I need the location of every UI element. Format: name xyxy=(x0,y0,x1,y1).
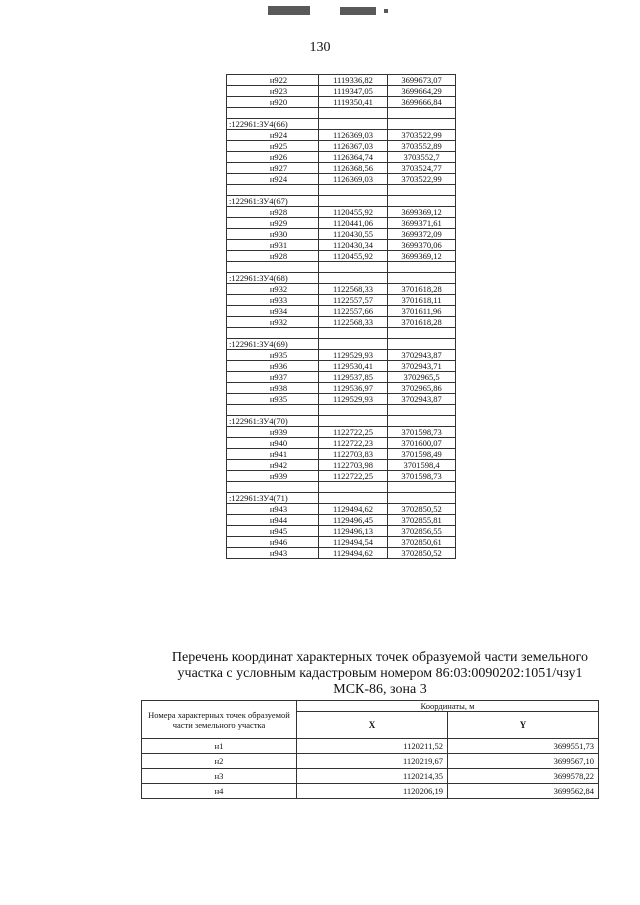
point-cell: н943 xyxy=(227,504,319,515)
table-row xyxy=(227,306,456,317)
y-cell: 3699369,12 xyxy=(388,251,456,262)
group-header-row xyxy=(227,119,456,130)
point-cell: н928 xyxy=(227,251,319,262)
group-label: :122961:ЗУ4(68) xyxy=(227,273,319,284)
y-cell: 3702850,52 xyxy=(388,548,456,559)
point-cell: н920 xyxy=(227,97,319,108)
point-cell: н924 xyxy=(227,130,319,141)
point-cell: н935 xyxy=(227,394,319,405)
group-label: :122961:ЗУ4(70) xyxy=(227,416,319,427)
group-label: :122961:ЗУ4(71) xyxy=(227,493,319,504)
page-number: 130 xyxy=(309,40,331,55)
point-cell: н944 xyxy=(227,515,319,526)
x-cell: 1120206,19 xyxy=(297,784,448,799)
table-row xyxy=(227,141,456,152)
table-row xyxy=(142,769,599,784)
point-cell: н946 xyxy=(227,537,319,548)
group-label: :122961:ЗУ4(67) xyxy=(227,196,319,207)
y-cell: 3699562,84 xyxy=(448,784,599,799)
x-cell: 1120214,35 xyxy=(297,769,448,784)
point-cell: н3 xyxy=(142,769,297,784)
x-cell: 1129530,41 xyxy=(319,361,388,372)
x-cell: 1119347,05 xyxy=(319,86,388,97)
y-cell: 3699371,61 xyxy=(388,218,456,229)
y-cell: 3701600,07 xyxy=(388,438,456,449)
point-cell: н926 xyxy=(227,152,319,163)
blank-row xyxy=(227,185,456,196)
x-cell: 1126369,03 xyxy=(319,130,388,141)
y-cell: 3701611,96 xyxy=(388,306,456,317)
table-row xyxy=(227,251,456,262)
group-label: :122961:ЗУ4(66) xyxy=(227,119,319,130)
point-cell: н943 xyxy=(227,548,319,559)
point-cell: н937 xyxy=(227,372,319,383)
scan-artifact xyxy=(268,6,310,15)
x-cell: 1120211,52 xyxy=(297,739,448,754)
table-row xyxy=(227,229,456,240)
point-cell: н945 xyxy=(227,526,319,537)
x-cell: 1122557,66 xyxy=(319,306,388,317)
table-row xyxy=(227,515,456,526)
x-cell: 1129494,62 xyxy=(319,548,388,559)
group-header-row xyxy=(227,339,456,350)
x-cell: 1122568,33 xyxy=(319,317,388,328)
y-cell: 3699578,22 xyxy=(448,769,599,784)
x-cell: 1122722,23 xyxy=(319,438,388,449)
x-cell: 1120441,06 xyxy=(319,218,388,229)
y-cell: 3702943,87 xyxy=(388,394,456,405)
point-cell: н928 xyxy=(227,207,319,218)
table-row xyxy=(227,372,456,383)
table-row xyxy=(227,460,456,471)
y-cell: 3702943,71 xyxy=(388,361,456,372)
x-cell: 1120455,92 xyxy=(319,251,388,262)
x-cell: 1119336,82 xyxy=(319,75,388,86)
point-cell: н941 xyxy=(227,449,319,460)
scan-artifact xyxy=(340,7,376,15)
heading-line-3: МСК-86, зона 3 xyxy=(333,682,427,697)
x-cell: 1120430,34 xyxy=(319,240,388,251)
x-cell: 1120430,55 xyxy=(319,229,388,240)
point-cell: н1 xyxy=(142,739,297,754)
point-cell: н4 xyxy=(142,784,297,799)
x-cell: 1126369,03 xyxy=(319,174,388,185)
group-label: :122961:ЗУ4(69) xyxy=(227,339,319,350)
blank-row xyxy=(227,482,456,493)
point-cell: н925 xyxy=(227,141,319,152)
table-row xyxy=(227,240,456,251)
table-row xyxy=(227,75,456,86)
y-cell: 3701618,11 xyxy=(388,295,456,306)
table-row xyxy=(142,754,599,769)
y-cell: 3701598,4 xyxy=(388,460,456,471)
table-row xyxy=(227,174,456,185)
blank-row xyxy=(227,328,456,339)
table-row xyxy=(227,383,456,394)
y-cell: 3699666,84 xyxy=(388,97,456,108)
x-cell: 1126364,74 xyxy=(319,152,388,163)
x-cell: 1129529,93 xyxy=(319,350,388,361)
table-row xyxy=(227,317,456,328)
x-cell: 1129496,13 xyxy=(319,526,388,537)
table-row xyxy=(227,86,456,97)
point-cell: н932 xyxy=(227,284,319,295)
x-cell: 1120455,92 xyxy=(319,207,388,218)
point-cell: н936 xyxy=(227,361,319,372)
table-row xyxy=(142,784,599,799)
table-row xyxy=(227,218,456,229)
point-cell: н940 xyxy=(227,438,319,449)
x-cell: 1122703,83 xyxy=(319,449,388,460)
x-cell: 1120219,67 xyxy=(297,754,448,769)
y-cell: 3701598,49 xyxy=(388,449,456,460)
header-x: X xyxy=(297,712,448,739)
point-cell: н938 xyxy=(227,383,319,394)
y-cell: 3699370,06 xyxy=(388,240,456,251)
point-cell: н923 xyxy=(227,86,319,97)
y-cell: 3703552,7 xyxy=(388,152,456,163)
point-cell: н932 xyxy=(227,317,319,328)
table-row xyxy=(227,97,456,108)
point-cell: н939 xyxy=(227,427,319,438)
y-cell: 3702943,87 xyxy=(388,350,456,361)
x-cell: 1126368,56 xyxy=(319,163,388,174)
x-cell: 1122703,98 xyxy=(319,460,388,471)
y-cell: 3699372,09 xyxy=(388,229,456,240)
point-cell: н942 xyxy=(227,460,319,471)
y-cell: 3701618,28 xyxy=(388,317,456,328)
table-row xyxy=(227,504,456,515)
x-cell: 1119350,41 xyxy=(319,97,388,108)
x-cell: 1129494,54 xyxy=(319,537,388,548)
header-coordinates: Координаты, м xyxy=(297,701,599,712)
point-cell: н929 xyxy=(227,218,319,229)
y-cell: 3702850,52 xyxy=(388,504,456,515)
table-row xyxy=(142,739,599,754)
y-cell: 3702855,81 xyxy=(388,515,456,526)
point-cell: н933 xyxy=(227,295,319,306)
y-cell: 3699567,10 xyxy=(448,754,599,769)
y-cell: 3702965,86 xyxy=(388,383,456,394)
group-header-row xyxy=(227,196,456,207)
point-cell: н927 xyxy=(227,163,319,174)
header-y: Y xyxy=(448,712,599,739)
table-row xyxy=(227,284,456,295)
y-cell: 3703524,77 xyxy=(388,163,456,174)
group-header-row xyxy=(227,273,456,284)
x-cell: 1122722,25 xyxy=(319,427,388,438)
y-cell: 3702965,5 xyxy=(388,372,456,383)
point-cell: н924 xyxy=(227,174,319,185)
document-heading xyxy=(120,650,640,698)
blank-row xyxy=(227,262,456,273)
table-row xyxy=(227,449,456,460)
x-cell: 1129494,62 xyxy=(319,504,388,515)
blank-row xyxy=(227,405,456,416)
x-cell: 1129536,97 xyxy=(319,383,388,394)
point-cell: н2 xyxy=(142,754,297,769)
x-cell: 1129537,85 xyxy=(319,372,388,383)
x-cell: 1122557,57 xyxy=(319,295,388,306)
point-cell: н931 xyxy=(227,240,319,251)
y-cell: 3699673,07 xyxy=(388,75,456,86)
y-cell: 3699551,73 xyxy=(448,739,599,754)
table-row xyxy=(227,537,456,548)
x-cell: 1122568,33 xyxy=(319,284,388,295)
y-cell: 3703522,99 xyxy=(388,174,456,185)
y-cell: 3701598,73 xyxy=(388,471,456,482)
point-cell: н922 xyxy=(227,75,319,86)
x-cell: 1122722,25 xyxy=(319,471,388,482)
table-row xyxy=(227,207,456,218)
point-cell: н939 xyxy=(227,471,319,482)
table-row xyxy=(227,526,456,537)
point-cell: н934 xyxy=(227,306,319,317)
table-row xyxy=(227,427,456,438)
y-cell: 3703552,89 xyxy=(388,141,456,152)
y-cell: 3703522,99 xyxy=(388,130,456,141)
x-cell: 1129496,45 xyxy=(319,515,388,526)
table-row xyxy=(227,295,456,306)
table-row xyxy=(227,130,456,141)
table-row xyxy=(227,394,456,405)
point-cell: н935 xyxy=(227,350,319,361)
coordinates-table xyxy=(226,74,456,559)
y-cell: 3701598,73 xyxy=(388,427,456,438)
table-row xyxy=(227,152,456,163)
table-row xyxy=(227,350,456,361)
table-row xyxy=(227,361,456,372)
heading-line-1: Перечень координат характерных точек образуемой части земельного xyxy=(171,650,589,665)
table-row xyxy=(227,471,456,482)
header-points: Номера характерных точек образуемой части земельного участка xyxy=(142,701,297,739)
scan-artifact xyxy=(384,9,388,13)
table-row xyxy=(227,163,456,174)
table-row xyxy=(227,438,456,449)
point-cell: н930 xyxy=(227,229,319,240)
y-cell: 3701618,28 xyxy=(388,284,456,295)
y-cell: 3699369,12 xyxy=(388,207,456,218)
group-header-row xyxy=(227,493,456,504)
x-cell: 1129529,93 xyxy=(319,394,388,405)
heading-line-2: участка с условным кадастровым номером 86:03:0090202:1051/чзу1 xyxy=(177,666,583,681)
y-cell: 3702850,61 xyxy=(388,537,456,548)
summary-coordinates-table xyxy=(141,700,599,799)
table-row xyxy=(227,548,456,559)
y-cell: 3702856,55 xyxy=(388,526,456,537)
blank-row xyxy=(227,108,456,119)
y-cell: 3699664,29 xyxy=(388,86,456,97)
x-cell: 1126367,03 xyxy=(319,141,388,152)
group-header-row xyxy=(227,416,456,427)
